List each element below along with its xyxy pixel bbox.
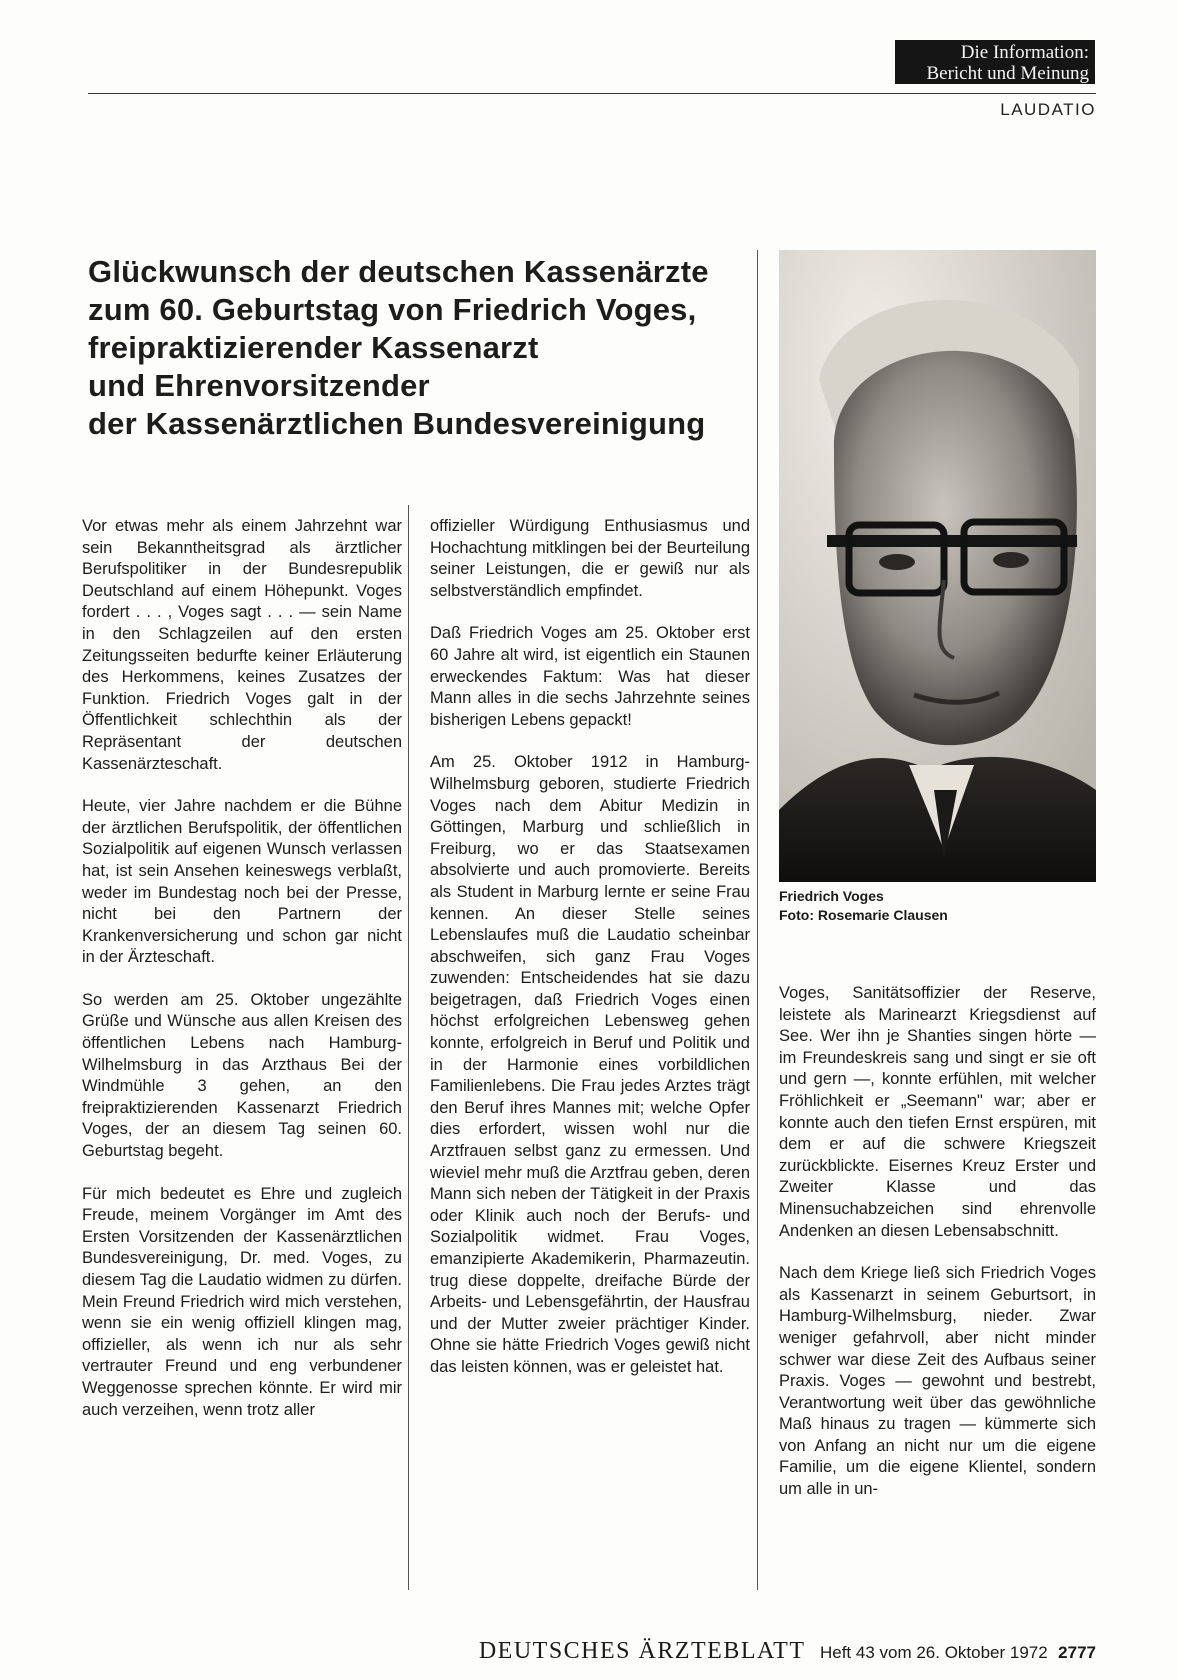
- text-column-1: [82, 516, 402, 1421]
- paragraph: Nach dem Kriege ließ sich Friedrich Voges als Kassenarzt in seinem Geburtsort, in Hamburg-Wilhelmsburg, nieder. Zwar weniger gefahrvoll, aber nicht minder schwer war diese Zeit des Aufbaus seiner Praxis. Voges — gewohnt und bestrebt, Verantwortung weit über das gewöhnliche Maß hinaus zu tragen — kümmerte sich von Anfang an nicht nur um die eigene Familie, um die eigene Klientel, sondern um alle in un-: [779, 1264, 1096, 1499]
- paragraph: Vor etwas mehr als einem Jahrzehnt war sein Bekanntheitsgrad als ärztlicher Berufspolitiker in der Bundesrepublik Deutschland auf einem Höhepunkt. Voges fordert . . . , Voges sagt . . . — sein Name in den Schlagzeilen auf den ersten Zeitungsseiten bedurfte keiner Erläuterung des Herkommens, keines Zusatzes der Funktion. Friedrich Voges galt in der Öffentlichkeit schlechthin als der Repräsentant der deutschen Kassenärzteschaft.: [82, 517, 402, 773]
- text-column-3: [779, 983, 1096, 1501]
- page-footer: [440, 1638, 1096, 1665]
- paragraph: Voges, Sanitätsoffizier der Reserve, leistete als Marinearzt Kriegsdienst auf See. Wer ihn je Shanties singen hörte — im Freundeskreis sang und singt er sie oft und gern —, konnte erfühlen, mit welcher Fröhlichkeit er „Seemann" war; aber er konnte auch den tiefen Ernst erspüren, mit dem er auf die schwere Kriegszeit zurückblickte. Eisernes Kreuz Erster und Zweiter Klasse und das Minensuchabzeichen sind ehrenvolle Andenken an diesen Lebensabschnitt.: [779, 984, 1096, 1240]
- column-divider-2: [757, 250, 758, 1590]
- paragraph: offizieller Würdigung Enthusiasmus und Hochachtung mitklingen bei der Beurteilung seiner Leistungen, die er gewiß nur als selbstverständlich empfindet.: [430, 517, 750, 600]
- header-rule: [88, 93, 1096, 94]
- caption-credit: Foto: Rosemarie Clausen: [779, 907, 948, 923]
- column-divider-1: [408, 505, 409, 1590]
- badge-line-1: Die Information:: [960, 42, 1089, 63]
- paragraph: So werden am 25. Oktober ungezählte Grüße und Wünsche aus allen Kreisen des öffentlichen Lebens nach Hamburg-Wilhelmsburg in das Arzthaus Bei der Windmühle 3 gehen, an den freipraktizierenden Kassenarzt Friedrich Voges, der an diesem Tag seinen 60. Geburtstag begeht.: [82, 990, 402, 1161]
- photo-caption: [779, 887, 1096, 925]
- text-column-2: [430, 516, 750, 1379]
- section-label: LAUDATIO: [1000, 100, 1096, 119]
- badge-line-2: Bericht und Meinung: [926, 63, 1089, 84]
- journal-name: DEUTSCHES ÄRZTEBLATT: [478, 1638, 806, 1664]
- paragraph: Am 25. Oktober 1912 in Hamburg-Wilhelmsburg geboren, studierte Friedrich Voges nach dem Abitur Medizin in Göttingen, Marburg und schließlich in Freiburg, wo er das Staatsexamen absolvierte und auch promovierte. Bereits als Student in Marburg lernte er seine Frau kennen. An dieser Stelle seines Lebenslaufes muß die Laudatio scheinbar abschweifen, sich ganz Frau Voges zuwenden: Entscheidendes hat sie dazu beigetragen, daß Friedrich Voges einen höchst erfolgreichen Lebensweg gehen konnte, erfolgreich in Beruf und Politik und in der Harmonie eines vorbildlichen Familienlebens. Die Frau jedes Arztes trägt den Beruf ihres Mannes mit; welche Opfer dies erfordert, wissen wohl nur die Arztfrauen selbst ganz zu ermessen. Und wieviel mehr muß die Arztfrau geben, deren Mann sich neben der Tätigkeit in der Praxis oder Klinik auch noch der Berufs- und Sozialpolitik widmet. Frau Voges, emanzipierte Akademikerin, Pharmazeutin. trug diese doppelte, dreifache Bürde der Arbeits- und Lebensgefährtin, der Hausfrau und der Mutter zweier prächtiger Kinder. Ohne sie hätte Friedrich Voges gewiß nicht das leisten können, was er geleistet hat.: [430, 753, 750, 1376]
- paragraph: Heute, vier Jahre nachdem er die Bühne der ärztlichen Berufspolitik, der öffentlichen Sozialpolitik auf eigenen Wunsch verlassen hat, ist sein Ansehen keineswegs verblaßt, weder im Bundestag noch bei der Presse, nicht bei den Partnern der Krankenversicherung und schon gar nicht in der Ärzteschaft.: [82, 797, 402, 967]
- page-number: 2777: [1058, 1643, 1096, 1662]
- article-headline: Glückwunsch der deutschen Kassenärzte zum 60. Geburtstag von Friedrich Voges, freipraktizierender Kassenarzt und Ehrenvorsitzender der Kassenärztlichen Bundesvereinigung: [88, 254, 709, 441]
- portrait-photo: [779, 250, 1096, 882]
- caption-name: Friedrich Voges: [779, 888, 884, 904]
- section-badge: [895, 40, 1095, 84]
- issue-info: Heft 43 vom 26. Oktober 1972: [819, 1643, 1048, 1662]
- paragraph: Für mich bedeutet es Ehre und zugleich Freude, meinem Vorgänger im Amt des Ersten Vorsitzenden der Kassenärztlichen Bundesvereinigung, Dr. med. Voges, zu diesem Tag die Laudatio widmen zu dürfen. Mein Freund Friedrich wird mich verstehen, wenn sie ein wenig offiziell klingen mag, offizieller, als wenn ich nur als sehr vertrauter Freund und eng verbundener Weggenosse sprechen könnte. Er wird mir auch verzeihen, wenn trotz aller: [82, 1184, 402, 1419]
- paragraph: Daß Friedrich Voges am 25. Oktober erst 60 Jahre alt wird, ist eigentlich ein Staunen erweckendes Faktum: Was hat dieser Mann alles in die sechs Jahrzehnte seines bisherigen Lebens gepackt!: [430, 624, 750, 729]
